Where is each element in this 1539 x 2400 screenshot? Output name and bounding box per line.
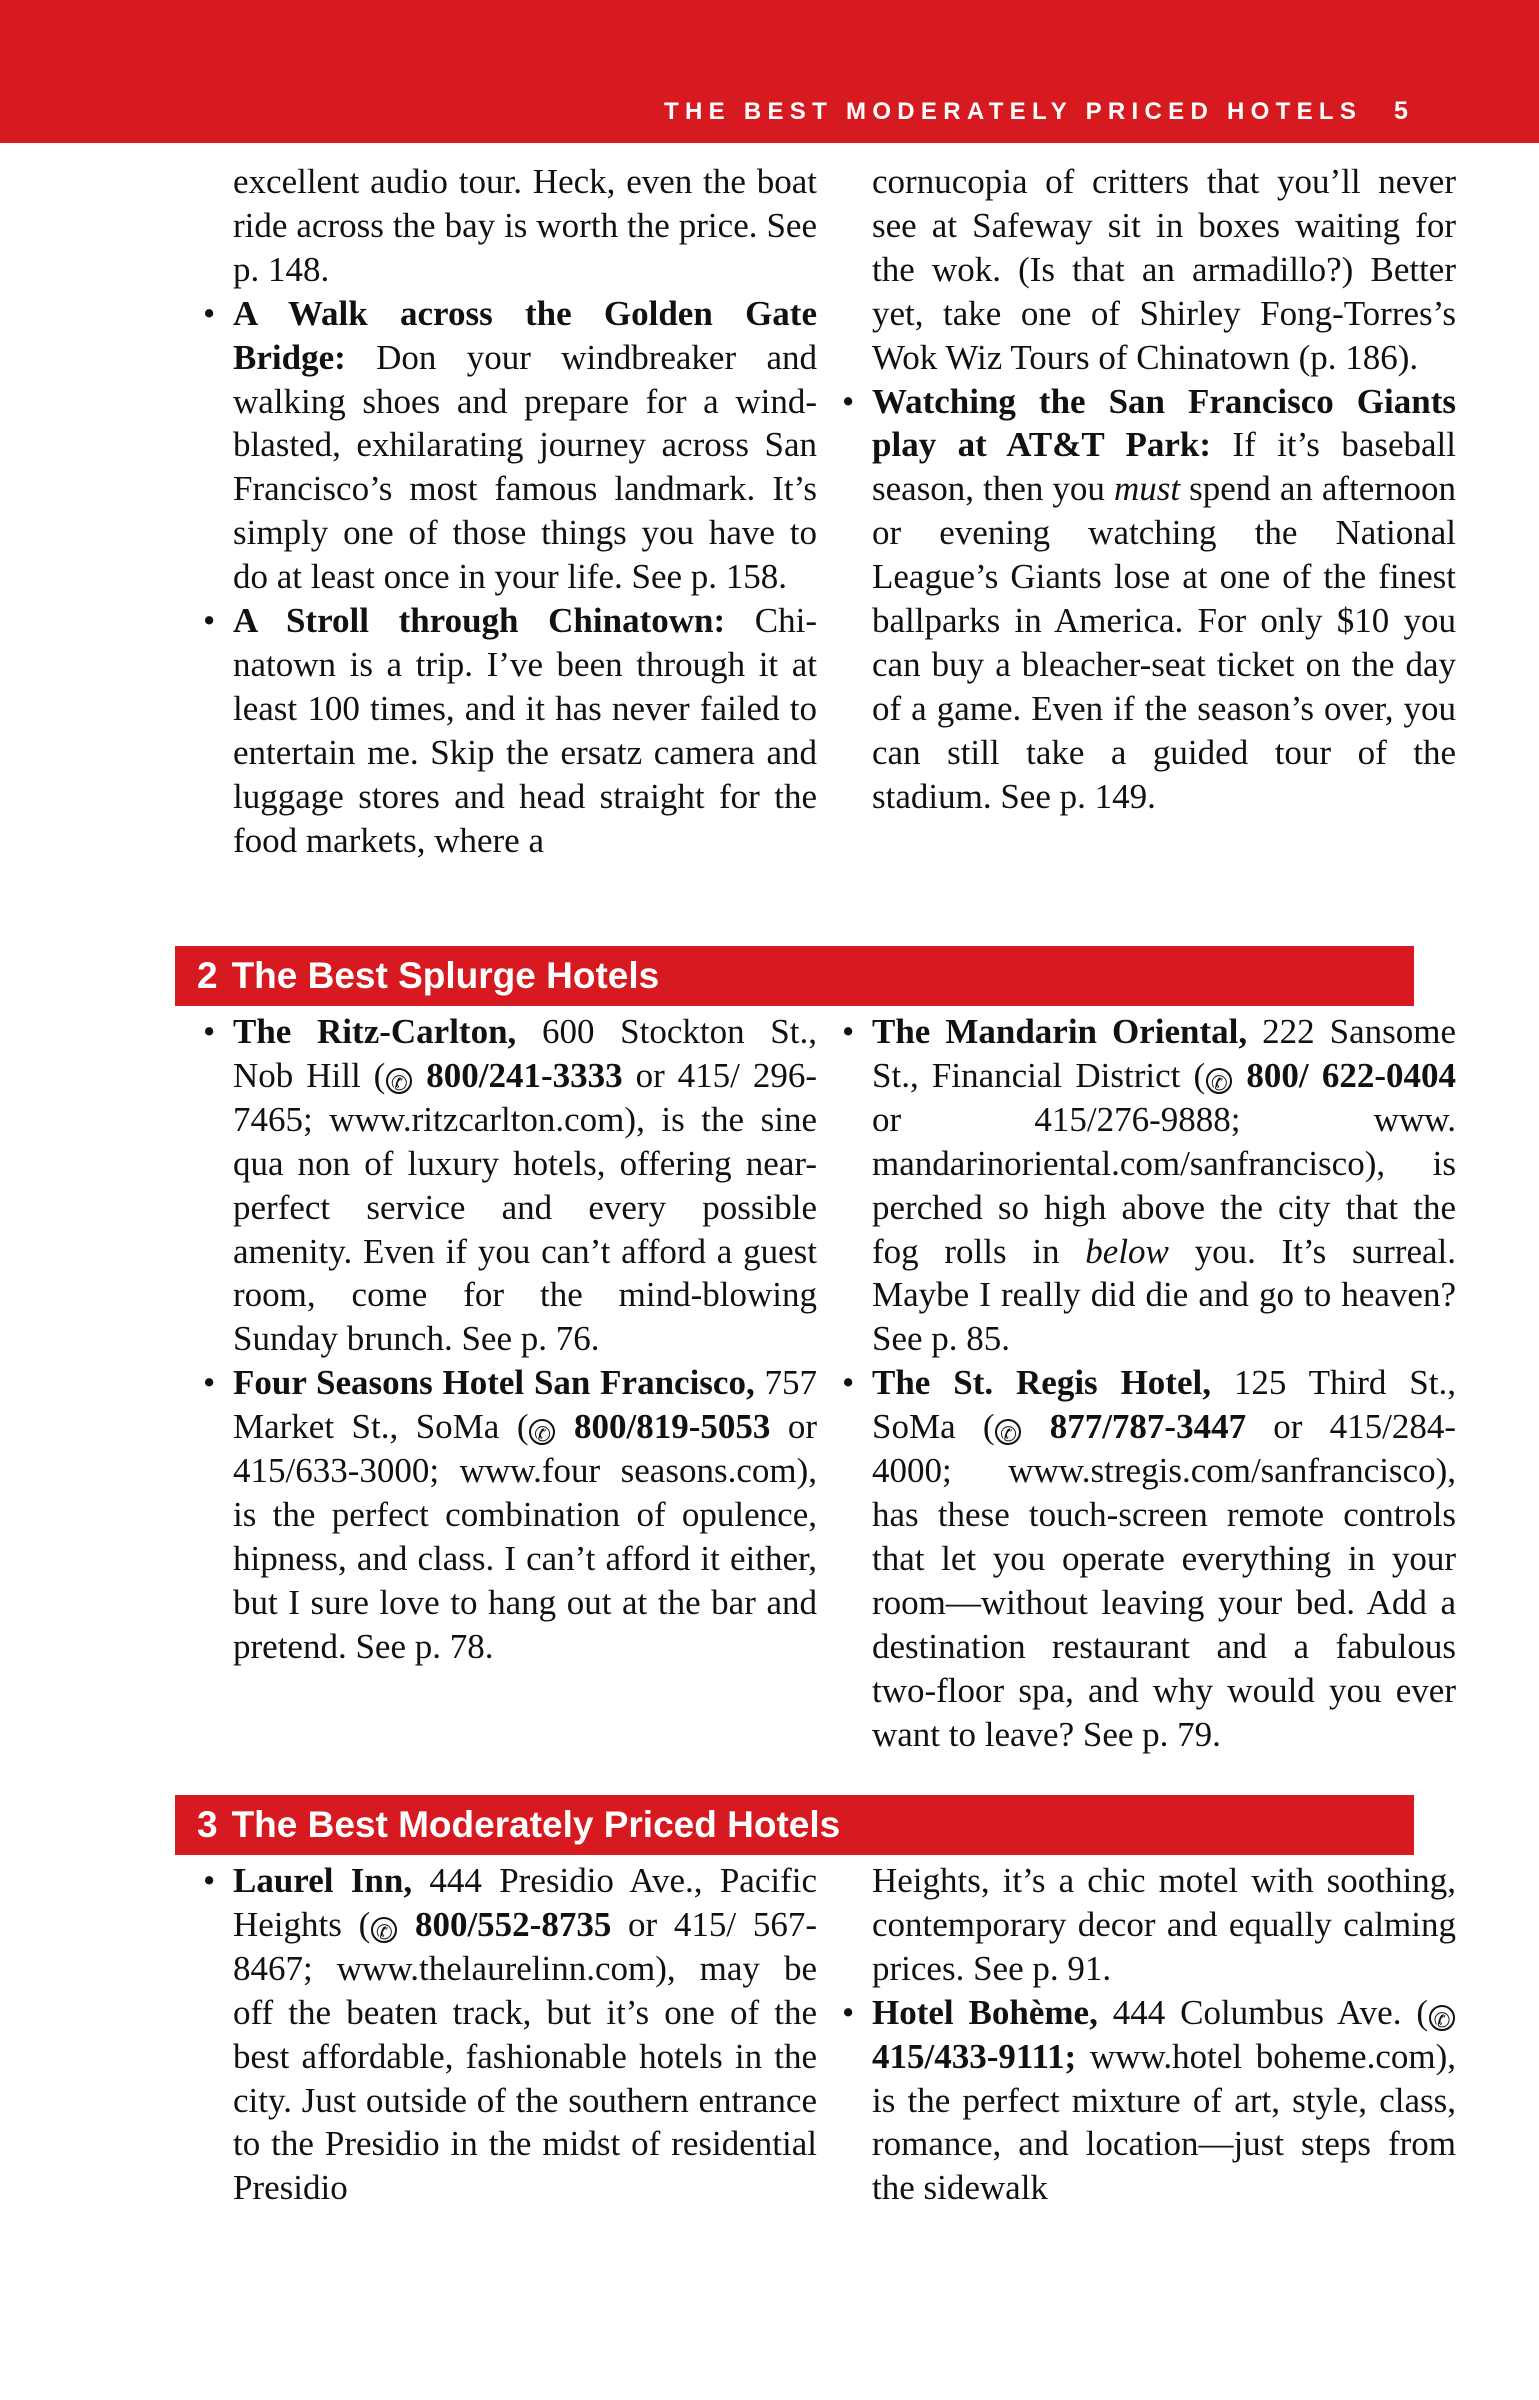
item-text: Don your windbreaker and walking shoes and prepare for a wind-blasted, exhilarating journey across San Francisco’s most famous landmark. It’s simply one of those things you have to do at least once in your life. See p. 158. — [233, 337, 817, 597]
item-text: 444 Presidio Ave., Pacific Heights ( — [233, 1861, 817, 1944]
item-title: Watching the San Francisco Giants play at AT&T Park: — [872, 381, 1456, 465]
section-title-text: The Best Moderately Priced Hotels — [231, 1804, 841, 1845]
hotel-name: The Mandarin Oriental, — [872, 1012, 1248, 1051]
phone-icon: ✆ — [371, 1917, 397, 1943]
bullet-icon: • — [203, 1861, 216, 1900]
section-title-text: The Best Splurge Hotels — [231, 955, 660, 996]
item-text: Chinatown is a trip. I’ve been through it at least 100 times, and it has never failed to entertain me. Skip the ersatz camera and luggage stores and head straight for the food markets, where a — [233, 601, 817, 860]
moderate-right-column — [842, 1859, 1456, 2210]
bullet-icon: • — [842, 1363, 855, 1403]
header-bar — [0, 0, 1539, 143]
section-number: 2 — [197, 955, 218, 996]
phone-icon: ✆ — [529, 1419, 555, 1445]
splurge-left-column — [203, 1010, 818, 1669]
list-item — [203, 292, 817, 599]
phone-number: 800/552-8735 — [414, 1904, 612, 1944]
running-head: THE BEST MODERATELY PRICED HOTELS — [664, 98, 1363, 125]
hotel-name: Four Seasons Hotel San Francisco, — [233, 1363, 755, 1403]
list-item — [842, 1991, 1456, 2211]
list-item — [203, 1010, 817, 1361]
phone-icon: ✆ — [386, 1068, 412, 1094]
phone-number: 877/787-3447 — [1049, 1407, 1247, 1447]
list-item — [203, 1361, 818, 1668]
list-item — [842, 1361, 1457, 1756]
item-text: 444 Columbus Ave. ( — [1097, 1992, 1428, 2032]
phone-icon: ✆ — [995, 1419, 1021, 1445]
splurge-right-column — [842, 1010, 1457, 1756]
phone-number: 800/ 622-0404 — [1246, 1055, 1457, 1095]
item-text: or 415/284-4000; www.stregis.com/sanfrancisco), has these touch-screen remote controls that let you operate everything in your room—without leaving your bed. Add a destination restaurant and a fabulous two-floor spa, and why would you ever want to leave? See p. 79. — [872, 1407, 1457, 1754]
item-text: or 415/ 296-7465; www.ritzcarlton.com), is the sine qua non of luxury hotels, offering near-perfect service and every possible amenity. Even if you can’t afford a guest room, come for the mind-blowing Sunday brunch. See p. 76. — [233, 1055, 817, 1359]
item-title: A Walk across the Golden Gate Bridge: — [233, 293, 817, 377]
item-text: or 415/633-3000; www.four seasons.com), is the perfect combination of opulence, hipness, and class. I can’t afford it either, but I sure love to hang out at the bar and pretend. See p. 78. — [233, 1407, 817, 1666]
item-text: 757 Market St., SoMa ( — [233, 1363, 818, 1447]
item-text: www.hotel boheme.com), is the perfect mixture of art, style, class, romance, and location—just steps from the sidewalk — [872, 2036, 1456, 2208]
hotel-name: The St. Regis Hotel, — [872, 1363, 1211, 1403]
section-title — [197, 1803, 840, 1847]
item-text: spend an afternoon or evening watching the National League’s Giants lose at one of the finest ballparks in America. For only $10 you can buy a bleacher-seat ticket on the day of a game. Even if the season’s over, you can still take a guided tour of the stadium. See p. 149. — [872, 469, 1456, 816]
bullet-icon: • — [203, 601, 216, 641]
hotel-name: The Ritz-Carlton, — [233, 1012, 517, 1051]
section-header-moderate — [175, 1795, 1414, 1855]
phone-icon: ✆ — [1429, 2005, 1455, 2031]
item-emphasis: below — [1085, 1231, 1169, 1271]
phone-number: 415/433-9111; — [872, 2036, 1077, 2076]
paragraph-continuation: Heights, it’s a chic motel with soothing, contemporary decor and equally calming prices. See p. 91. — [872, 1861, 1456, 1988]
section-header-splurge — [175, 946, 1414, 1006]
paragraph-continuation: excellent audio tour. Heck, even the boat ride across the bay is worth the price. See p. 148. — [233, 162, 817, 289]
item-text: or 415/276-9888; www. mandarinoriental.com/sanfrancisco), is perched so high above the city that the fog rolls in — [872, 1099, 1456, 1271]
section-title — [197, 954, 659, 998]
bullet-icon: • — [203, 1012, 216, 1051]
list-item — [203, 1859, 817, 2210]
phone-icon: ✆ — [1206, 1068, 1232, 1094]
item-text: you. It’s surreal. Maybe I really did die and go to heaven? See p. 85. — [872, 1231, 1457, 1359]
page-number: 5 — [1394, 97, 1408, 125]
item-text: 600 Stockton St., Nob Hill ( — [233, 1012, 817, 1095]
phone-number: 800/819-5053 — [573, 1407, 771, 1447]
hotel-name: Hotel Bohème, — [872, 1992, 1098, 2032]
paragraph-continuation: cornucopia of critters that you’ll never see at Safeway sit in boxes waiting for the wok. (Is that an armadillo?) Better yet, take one of Shirley Fong-Torres’s Wok Wiz Tours of Chinatown (p. 186). — [872, 162, 1456, 377]
top-right-column — [842, 160, 1456, 819]
top-left-column — [203, 160, 817, 863]
list-item — [203, 599, 817, 862]
item-text: or 415/ 567-8467; www.thelaurelinn.com), may be off the beaten track, but it’s one of the best affordable, fashionable hotels in the city. Just outside of the southern entrance to the Presidio in the midst of residential Presidio — [233, 1904, 817, 2208]
item-title: A Stroll through Chinatown: — [233, 601, 726, 641]
list-item — [842, 380, 1456, 819]
bullet-icon: • — [842, 1992, 855, 2032]
item-text: 222 Sansome St., Financial District ( — [872, 1012, 1456, 1095]
bullet-icon: • — [842, 1012, 855, 1051]
hotel-name: Laurel Inn, — [233, 1861, 413, 1900]
phone-number: 800/241-3333 — [426, 1055, 623, 1095]
item-text: 125 Third St., SoMa ( — [872, 1363, 1456, 1447]
bullet-icon: • — [842, 381, 855, 421]
moderate-left-column — [203, 1859, 817, 2210]
section-number: 3 — [197, 1804, 218, 1845]
item-text: If it’s baseball season, then you — [872, 425, 1456, 509]
list-item — [842, 1010, 1457, 1361]
bullet-icon: • — [203, 293, 216, 333]
item-emphasis: must — [1113, 469, 1181, 509]
bullet-icon: • — [203, 1363, 216, 1403]
